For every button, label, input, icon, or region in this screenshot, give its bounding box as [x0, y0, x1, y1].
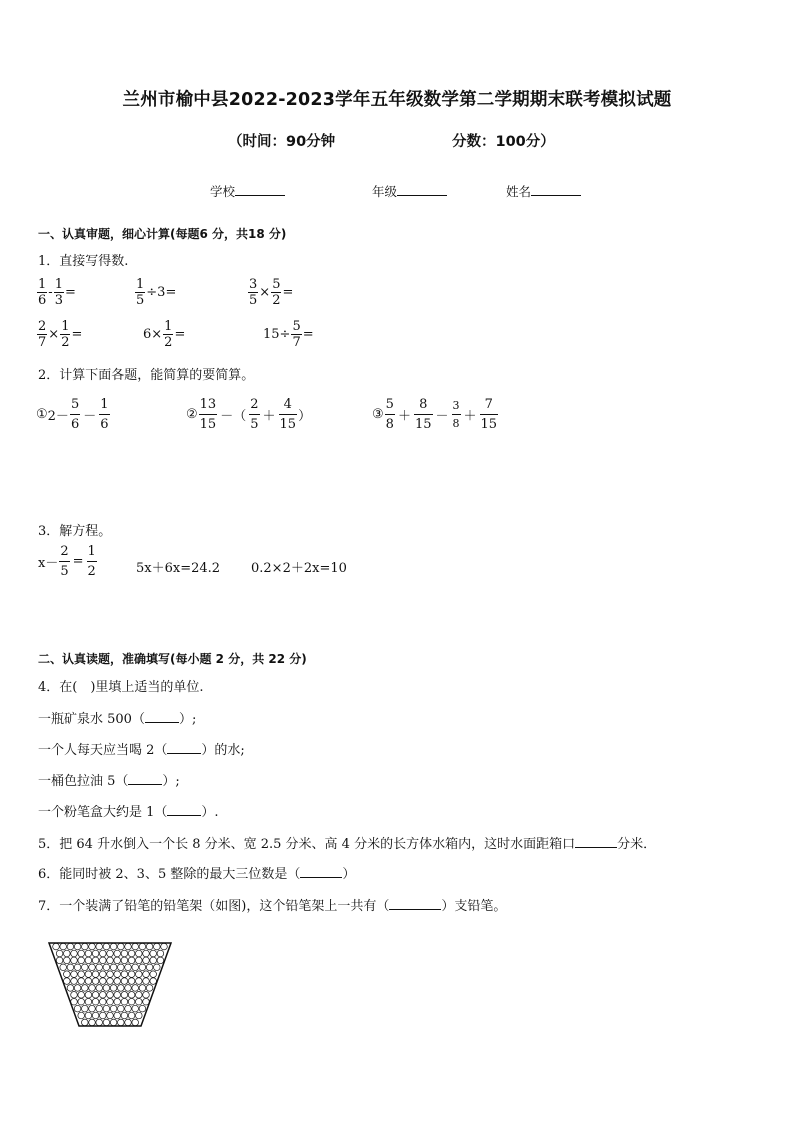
pencil-end [132, 985, 139, 992]
pencil-end [53, 943, 60, 950]
question-5: 5．把 64 升水倒入一个长 8 分米、宽 2.5 分米、高 4 分米的长方体水箱内，这时水面距箱口 分米． [38, 837, 657, 852]
pencil-end [125, 964, 132, 971]
pencil-end [136, 971, 143, 978]
name-label: 姓名 [506, 184, 532, 199]
pencil-end [118, 943, 125, 950]
pencil-end [107, 992, 114, 999]
pencil-end [136, 957, 143, 964]
school-label: 学校 [210, 184, 236, 199]
pencil-end [103, 985, 110, 992]
fraction: $\frac{2}{7}$ [38, 319, 47, 350]
pencil-end [118, 1005, 125, 1012]
pencil-end [103, 1005, 110, 1012]
pencil-end [60, 964, 67, 971]
pencil-end [85, 971, 92, 978]
pencil-end [78, 971, 85, 978]
q3-equation-1: x－ $\frac{2}{5}$ = $\frac{1}{2}$ [38, 544, 96, 579]
pencil-end [64, 978, 71, 985]
answer-blank[interactable] [128, 772, 162, 785]
pencil-end [103, 1019, 110, 1026]
pencil-end [89, 964, 96, 971]
pencil-end [78, 992, 85, 999]
pencil-end [100, 992, 107, 999]
q1-item-5: 6× $\frac{1}{2}$ = [143, 319, 186, 350]
pencil-end [64, 971, 71, 978]
question-3-label: 3．解方程。 [38, 524, 112, 539]
pencil-end [125, 943, 132, 950]
pencil-end [121, 978, 128, 985]
q3-equation-2: 5x＋6x=24.2 [136, 561, 221, 576]
question-1-label: 1．直接写得数. [38, 254, 129, 269]
pencil-end [85, 950, 92, 957]
pencil-end [110, 943, 117, 950]
pencil-end [114, 1012, 121, 1019]
pencil-end [143, 978, 150, 985]
exam-time: （时间：90分钟 [228, 134, 336, 150]
fraction: $\frac{8}{15}$ [414, 397, 432, 432]
pencil-end [157, 957, 164, 964]
pencil-end [89, 1005, 96, 1012]
pencil-end [143, 950, 150, 957]
pencil-end [146, 964, 153, 971]
pencil-end [85, 978, 92, 985]
pencil-end [71, 992, 78, 999]
pencil-end [85, 992, 92, 999]
fraction: $\frac{3}{8}$ [452, 399, 460, 430]
pencil-end [157, 950, 164, 957]
pencil-end [92, 950, 99, 957]
pencil-end [136, 1012, 143, 1019]
pencil-end [114, 978, 121, 985]
grade-blank[interactable] [397, 183, 447, 196]
pencil-end [110, 1005, 117, 1012]
pencil-end [132, 1005, 139, 1012]
pencil-end [110, 964, 117, 971]
question-6: 6．能同时被 2、3、5 整除的最大三位数是（ ） [38, 867, 356, 882]
q1-item-6: 15÷ $\frac{5}{7}$ = [263, 319, 314, 350]
pencil-end [78, 1012, 85, 1019]
pencil-end [114, 998, 121, 1005]
pencil-end [107, 1012, 114, 1019]
pencil-end [121, 998, 128, 1005]
fraction: $\frac{1}{6}$ [38, 277, 47, 308]
fraction: $\frac{2}{5}$ [250, 397, 259, 432]
pencil-end [121, 971, 128, 978]
pencil-end [96, 943, 103, 950]
question-4-label: 4．在( )里填上适当的单位. [38, 680, 204, 695]
pencil-end [143, 957, 150, 964]
pencil-end [71, 998, 78, 1005]
grade-field[interactable] [372, 182, 447, 200]
answer-blank[interactable] [167, 741, 201, 754]
pencil-end [96, 985, 103, 992]
pencil-end [128, 957, 135, 964]
fraction: $\frac{5}{7}$ [292, 319, 301, 350]
pencil-end [107, 957, 114, 964]
pencil-end [128, 992, 135, 999]
pencil-end [136, 998, 143, 1005]
q1-item-4: $\frac{2}{7}$ × $\frac{1}{2}$ = [38, 319, 83, 350]
pencil-end [150, 957, 157, 964]
pencil-end [125, 1005, 132, 1012]
pencil-end [85, 998, 92, 1005]
pencil-end [78, 957, 85, 964]
pencil-holder-figure [46, 940, 176, 1030]
pencil-end [67, 964, 74, 971]
pencil-end [71, 978, 78, 985]
pencil-end [121, 950, 128, 957]
section-2-title: 二、认真读题，准确填写(每小题 2 分，共 22 分) [38, 652, 307, 666]
pencil-end [82, 1019, 89, 1026]
pencil-end [121, 957, 128, 964]
pencil-end [89, 985, 96, 992]
pencil-end [107, 978, 114, 985]
pencil-end [71, 971, 78, 978]
pencil-end [60, 943, 67, 950]
pencil-end [96, 964, 103, 971]
pencil-end [132, 1019, 139, 1026]
pencil-end [78, 978, 85, 985]
pencil-end [85, 1012, 92, 1019]
pencil-end [92, 992, 99, 999]
pencil-end [146, 985, 153, 992]
pencil-end [114, 971, 121, 978]
grade-label: 年级 [372, 184, 398, 199]
pencil-end [114, 957, 121, 964]
pencil-end [96, 1005, 103, 1012]
pencil-end [56, 950, 63, 957]
fraction: $\frac{5}{6}$ [70, 397, 80, 432]
question-4a: 一瓶矿泉水 500（ ）; [38, 712, 197, 727]
pencil-end [82, 943, 89, 950]
pencil-end [139, 985, 146, 992]
pencil-end [89, 943, 96, 950]
pencil-end [92, 998, 99, 1005]
pencil-end [121, 1012, 128, 1019]
pencil-end [118, 964, 125, 971]
pencil-end [64, 957, 71, 964]
pencil-end [114, 950, 121, 957]
pencil-end [128, 971, 135, 978]
pencil-end [67, 943, 74, 950]
pencil-end [107, 998, 114, 1005]
pencil-end [74, 943, 81, 950]
pencil-end [154, 964, 161, 971]
question-7: 7．一个装满了铅笔的铅笔架（如图)，这个铅笔架上一共有（ ）支铅笔。 [38, 899, 507, 914]
pencil-end [74, 964, 81, 971]
q3-equation-3: 0.2×2＋2x=10 [251, 561, 347, 576]
pencil-end [118, 985, 125, 992]
pencil-end [125, 1019, 132, 1026]
pencil-end [71, 950, 78, 957]
q1-item-2: $\frac{1}{5}$ ÷3= [136, 277, 177, 308]
pencil-end [128, 998, 135, 1005]
pencil-end [85, 957, 92, 964]
fraction: $\frac{3}{5}$ [249, 277, 258, 308]
pencil-end [107, 950, 114, 957]
q1-item-3: $\frac{3}{5}$ × $\frac{5}{2}$ = [249, 277, 294, 308]
question-4b: 一个人每天应当喝 2（ ）的水; [38, 743, 245, 758]
pencil-end [121, 992, 128, 999]
fraction: $\frac{13}{15}$ [199, 397, 217, 432]
pencil-end [143, 992, 150, 999]
pencil-end [103, 943, 110, 950]
fraction: $\frac{1}{5}$ [136, 277, 145, 308]
fraction: $\frac{1}{2}$ [87, 544, 96, 579]
school-field[interactable] [210, 182, 285, 200]
pencil-end [92, 971, 99, 978]
pencil-end [139, 964, 146, 971]
pencil-end [74, 985, 81, 992]
pencil-end [64, 950, 71, 957]
fraction: $\frac{2}{5}$ [60, 544, 69, 579]
pencil-end [136, 992, 143, 999]
answer-blank[interactable] [145, 710, 179, 723]
pencil-end [132, 964, 139, 971]
pencil-end [82, 1005, 89, 1012]
fraction: $\frac{7}{15}$ [480, 397, 498, 432]
q2-expression-1: ① 2－ $\frac{5}{6}$ － $\frac{1}{6}$ [36, 397, 109, 432]
pencil-end [67, 985, 74, 992]
pencil-end [82, 964, 89, 971]
pencil-end [100, 1012, 107, 1019]
pencil-end [100, 950, 107, 957]
question-2-label: 2．计算下面各题，能简算的要简算。 [38, 368, 255, 383]
pencil-end [78, 998, 85, 1005]
pencil-end [82, 985, 89, 992]
q2-expression-2: ② $\frac{13}{15}$ －（ $\frac{2}{5}$ ＋ $\frac{4}{15}$ ） [186, 397, 312, 432]
pencil-end [71, 957, 78, 964]
question-4c: 一桶色拉油 5（ ）; [38, 774, 180, 789]
pencil-end [78, 950, 85, 957]
pencil-end [143, 971, 150, 978]
pencil-end [128, 950, 135, 957]
pencil-end [100, 971, 107, 978]
name-blank[interactable] [531, 183, 581, 196]
answer-blank[interactable] [389, 897, 441, 910]
pencil-end [150, 978, 157, 985]
pencil-end [125, 985, 132, 992]
pencil-end [161, 943, 168, 950]
fraction: $\frac{5}{2}$ [272, 277, 281, 308]
pencil-end [56, 957, 63, 964]
pencil-end [150, 971, 157, 978]
fraction: $\frac{1}{6}$ [100, 397, 109, 432]
pencil-end [139, 943, 146, 950]
pencil-end [110, 985, 117, 992]
pencil-end [118, 1019, 125, 1026]
pencil-end [89, 1019, 96, 1026]
pencil-end [150, 950, 157, 957]
section-1-title: 一、认真审题，细心计算(每题6 分，共18 分) [38, 227, 287, 241]
fraction: $\frac{1}{3}$ [54, 277, 63, 308]
pencil-end [96, 1019, 103, 1026]
pencil-end [132, 943, 139, 950]
pencil-end [154, 943, 161, 950]
q1-item-1: $\frac{1}{6}$ - $\frac{1}{3}$ = [38, 277, 76, 308]
pencil-end [128, 1012, 135, 1019]
fraction: $\frac{5}{8}$ [385, 397, 394, 432]
pencil-end [74, 1005, 81, 1012]
fraction: $\frac{1}{2}$ [164, 319, 173, 350]
pencil-end [100, 998, 107, 1005]
fraction: $\frac{4}{15}$ [279, 397, 297, 432]
school-blank[interactable] [235, 183, 285, 196]
pencil-end [110, 1019, 117, 1026]
pencil-end [92, 957, 99, 964]
pencil-circles [53, 943, 168, 1025]
pencil-end [136, 978, 143, 985]
pencil-end [128, 978, 135, 985]
pencil-end [139, 1005, 146, 1012]
fraction: $\frac{1}{2}$ [61, 319, 70, 350]
q2-expression-3: ③ $\frac{5}{8}$ ＋ $\frac{8}{15}$ － $\frac{3}{8}$ ＋ $\frac{7}{15}$ [372, 397, 498, 432]
pencil-end [100, 957, 107, 964]
answer-blank[interactable] [575, 835, 617, 848]
question-4d: 一个粉笔盒大约是 1（ ）. [38, 805, 219, 820]
pencil-end [136, 950, 143, 957]
pencil-end [92, 978, 99, 985]
pencil-end [146, 943, 153, 950]
name-field[interactable] [506, 182, 581, 200]
answer-blank[interactable] [167, 803, 201, 816]
page-title: 兰州市榆中县2022-2023学年五年级数学第二学期期末联考模拟试题 [122, 90, 672, 110]
pencil-end [103, 964, 110, 971]
pencil-end [92, 1012, 99, 1019]
pencil-end [107, 971, 114, 978]
pencil-end [100, 978, 107, 985]
exam-score: 分数：100分） [452, 134, 555, 150]
answer-blank[interactable] [300, 865, 342, 878]
pencil-end [143, 998, 150, 1005]
pencil-end [114, 992, 121, 999]
